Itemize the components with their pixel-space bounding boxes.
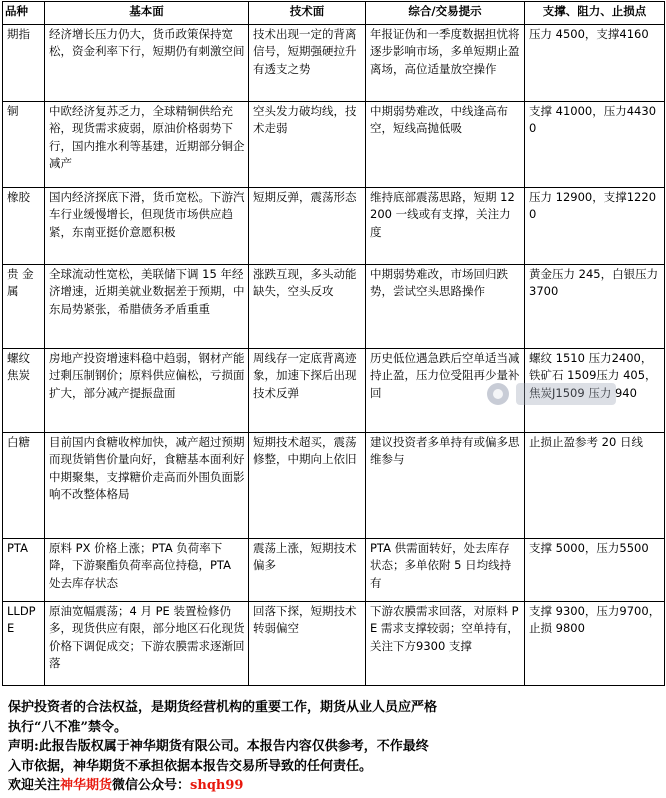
table-header-row — [3, 2, 665, 25]
fundamental-cell: 原料 PX 价格上涨；PTA 负荷率下降，下游聚酯负荷率高位持稳，PTA 处去库存状态 — [45, 539, 249, 602]
fundamental-cell: 原油宽幅震荡；4 月 PE 装置检修仍多，现货供应有限，部分地区石化现货价格下调促成交；下游农膜需求逐渐回落 — [45, 602, 249, 686]
compliance-line: 执行“八不准”禁令。 — [8, 719, 127, 735]
table-row — [3, 349, 665, 433]
technical-cell: 技术出现一定的背离信号，短期强硬拉升有透支之势 — [249, 25, 366, 102]
strategy-table — [2, 1, 665, 686]
table-row — [3, 188, 665, 265]
fundamental-cell: 房地产投资增速料稳中趋弱，钢材产能过剩压制钢价；原料供应偏松，亏损面扩大，部分减产提振盘面 — [45, 349, 249, 433]
variety-cell: PTA — [3, 539, 45, 602]
disclaimer-block — [8, 698, 658, 796]
variety-cell: 橡胶 — [3, 188, 45, 265]
advice-cell: 维持底部震荡思路，短期 12200 一线或有支撑，关注力度 — [366, 188, 525, 265]
levels-cell: 支撑 41000，压力44300 — [525, 102, 665, 188]
levels-cell: 压力 4500，支撑4160 — [525, 25, 665, 102]
table-row — [3, 433, 665, 539]
advice-cell: 年报证伪和一季度数据担忧将逐步影响市场，多单短期止盈离场，高位适量放空操作 — [366, 25, 525, 102]
technical-cell: 回落下探，短期技术转弱偏空 — [249, 602, 366, 686]
variety-cell: LLDPE — [3, 602, 45, 686]
follow-line — [8, 776, 658, 796]
levels-cell: 支撑 5000，压力5500 — [525, 539, 665, 602]
advice-cell: 中期弱势难改，市场回归跌势，尝试空头思路操作 — [366, 265, 525, 349]
levels-cell: 黄金压力 245，白银压力 3700 — [525, 265, 665, 349]
wechat-id: shqh99 — [190, 778, 244, 794]
fundamental-cell: 经济增长压力仍大，货币政策保持宽松，资金利率下行，短期仍有刺激空间 — [45, 25, 249, 102]
levels-cell: 支撑 9300，压力9700，止损 9800 — [525, 602, 665, 686]
variety-cell: 期指 — [3, 25, 45, 102]
statement-line: 入市依据，神华期货不承担依据本报告交易所导致的任何责任。 — [8, 758, 373, 774]
table-row — [3, 539, 665, 602]
technical-cell: 短期反弹，震荡形态 — [249, 188, 366, 265]
variety-cell: 白糖 — [3, 433, 45, 539]
table-row — [3, 102, 665, 188]
technical-cell: 空头发力破均线，技术走弱 — [249, 102, 366, 188]
header-advice: 综合/交易提示 — [366, 2, 525, 25]
table-row — [3, 25, 665, 102]
technical-cell: 周线存一定底背离迹象，加速下探后出现技术反弹 — [249, 349, 366, 433]
fundamental-cell: 中欧经济复苏乏力，全球精铜供给充裕，现货需求疲弱，原油价格弱势下行，国内推水利等基建，近期部分铜企减产 — [45, 102, 249, 188]
levels-cell: 螺纹 1510 压力2400，铁矿石 1509压力 405，焦炭J1509 压力 940 — [525, 349, 665, 433]
technical-cell: 涨跌互现，多头动能缺失，空头反攻 — [249, 265, 366, 349]
header-technical: 技术面 — [249, 2, 366, 25]
fundamental-cell: 国内经济探底下滑，货币宽松。下游汽车行业缓慢增长，但现货市场供应趋紧，东南亚挺价意愿积极 — [45, 188, 249, 265]
table-row — [3, 602, 665, 686]
header-fundamental: 基本面 — [45, 2, 249, 25]
statement-line: 声明:此报告版权属于神华期货有限公司。本报告内容仅供参考，不作最终 — [8, 739, 429, 755]
advice-cell: 下游农膜需求回落，对原料 PE 需求支撑较弱；空单持有，关注下方9300 支撑 — [366, 602, 525, 686]
advice-cell: 历史低位遇急跌后空单适当减持止盈，压力位受阻再少量补回 — [366, 349, 525, 433]
header-levels: 支撑、阻力、止损点 — [525, 2, 665, 25]
compliance-line: 保护投资者的合法权益，是期货经营机构的重要工作，期货从业人员应严格 — [8, 700, 438, 715]
advice-cell: 中期弱势难改，中线逢高布空，短线高抛低吸 — [366, 102, 525, 188]
fundamental-cell: 目前国内食糖收榨加快，减产超过预期而现货销售价量向好，食糖基本面利好中期聚集，支撑糖价走高而外围负面影响不改整体格局 — [45, 433, 249, 539]
follow-mid: 微信公众号： — [112, 778, 191, 794]
levels-cell: 压力 12900，支撑12200 — [525, 188, 665, 265]
header-variety: 品种 — [3, 2, 45, 25]
variety-cell: 铜 — [3, 102, 45, 188]
company-name: 神华期货 — [60, 778, 113, 794]
advice-cell: 建议投资者多单持有或偏多思维参与 — [366, 433, 525, 539]
variety-cell: 贵 金属 — [3, 265, 45, 349]
advice-cell: PTA 供需面转好，处去库存状态；多单依附 5 日均线持有 — [366, 539, 525, 602]
levels-cell: 止损止盈参考 20 日线 — [525, 433, 665, 539]
table-row — [3, 265, 665, 349]
follow-prefix: 欢迎关注 — [8, 778, 61, 794]
technical-cell: 短期技术超买，震荡修整，中期向上依旧 — [249, 433, 366, 539]
fundamental-cell: 全球流动性宽松，美联储下调 15 年经济增速，近期美就业数据差于预期，中东局势紧张，希腊债务矛盾重重 — [45, 265, 249, 349]
variety-cell: 螺纹 焦炭 — [3, 349, 45, 433]
technical-cell: 震荡上涨，短期技术偏多 — [249, 539, 366, 602]
